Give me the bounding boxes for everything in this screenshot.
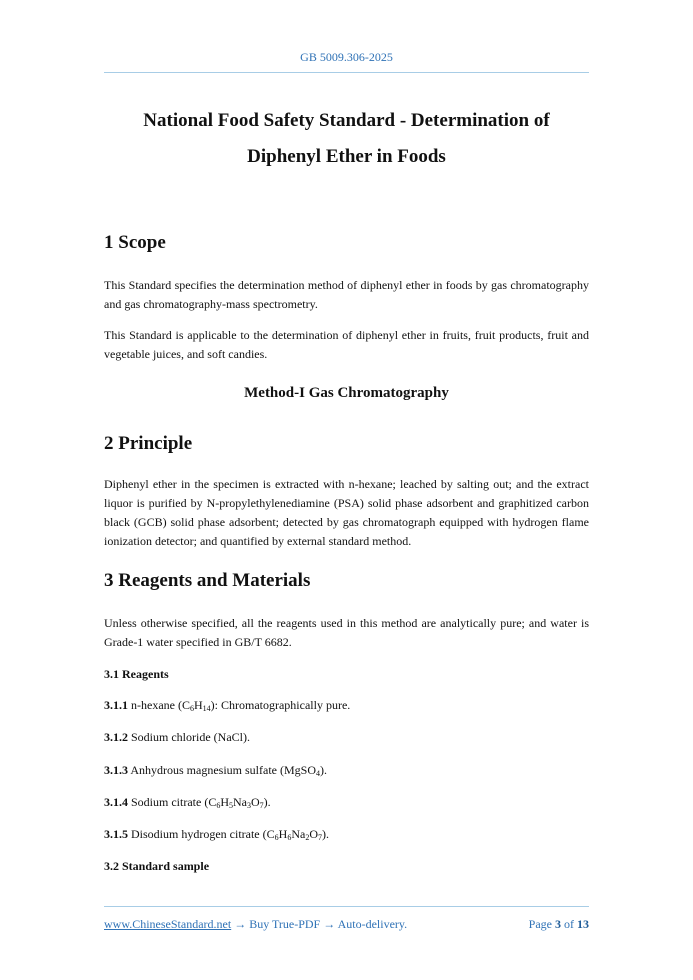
method-heading: Method-I Gas Chromatography [244,385,449,401]
scope-paragraph-2: This Standard is applicable to the determination of diphenyl ether in fruits, fruit products, fruit and vegetable juices, and soft candies. [104,328,589,361]
reagent-item: 3.1.4 Sodium citrate $(C_6H_5Na_3O_7)$. [104,795,271,810]
footer-promo[interactable] [104,917,407,932]
arrow-icon: → [234,917,247,931]
reagent-item: 3.1.3 Anhydrous magnesium sulfate (MgSO$_4$). [104,763,327,778]
reagent-item: 3.1.1 n-hexane $(C_6H_{14})$: Chromatographically pure. [104,698,351,713]
page-number: Page 3 of 13 [528,917,589,931]
principle-paragraph: Diphenyl ether in the specimen is extracted with n-hexane; leached by salting out; and the extract liquor is purified by N-propylethylenediamine (PSA) solid phase adsorbent and graphitized carbon black (GCB) solid phase adsorbent; detected by gas chromatograph equipped with hydrogen flame ionization detector; and quantified by external standard method. [104,477,589,548]
reagents-paragraph: Unless otherwise specified, all the reagents used in this method are analytically pure; and water is Grade-1 water specified in GB/T 6682. [104,616,589,649]
reagent-item: 3.1.5 Disodium hydrogen citrate $(C_6H_6Na_2O_7)$. [104,827,329,842]
section-heading-scope: 1 Scope [104,232,166,253]
footer-divider [104,906,589,907]
header-divider [104,72,589,73]
section-heading-principle: 2 Principle [104,433,193,454]
subsection-heading-standard-sample: 3.2 Standard sample [104,859,210,873]
scope-paragraph-1: This Standard specifies the determination method of diphenyl ether in foods by gas chromatography and gas chromatography-mass spectrometry. [104,278,589,311]
footer-buy-link[interactable]: Buy True-PDF [249,917,321,931]
footer-auto-delivery: Auto-delivery. [337,917,408,931]
document-title: National Food Safety Standard - Determination of Diphenyl Ether in Foods [143,110,550,167]
reagent-item: 3.1.2 Sodium chloride (NaCl). [104,730,250,744]
footer-site-link[interactable]: www.ChineseStandard.net [104,917,232,931]
arrow-icon: → [323,917,336,931]
section-heading-reagents: 3 Reagents and Materials [104,570,311,591]
subsection-heading-reagents: 3.1 Reagents [104,667,169,681]
header-standard-code: GB 5009.306-2025 [300,50,393,64]
